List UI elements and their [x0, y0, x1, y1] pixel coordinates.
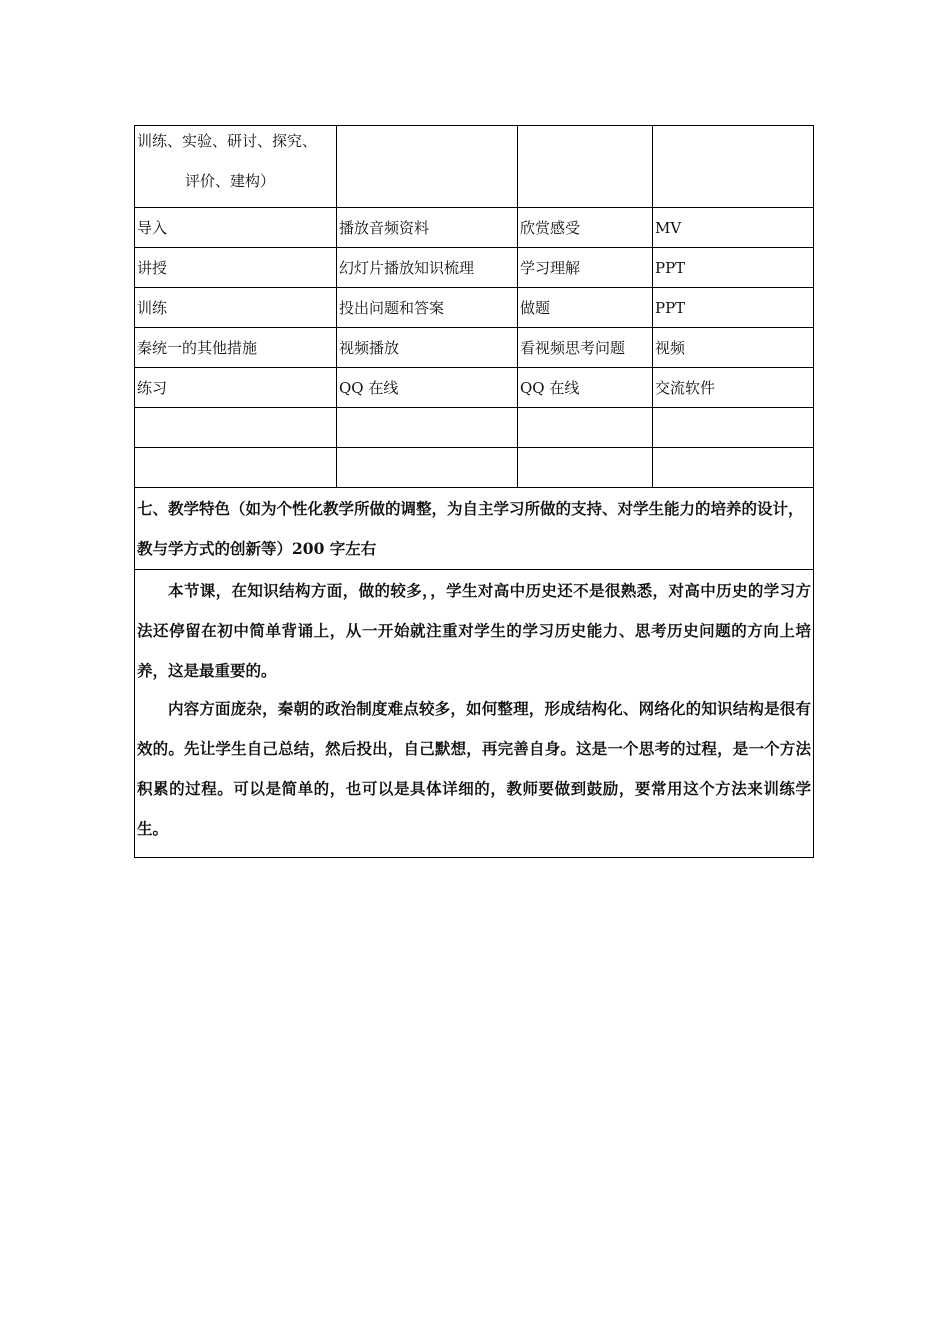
table-cell	[337, 448, 518, 488]
section-7-title: 七、教学特色（如为个性化教学所做的调整，为自主学习所做的支持、对学生能力的培养的设计，教与学方式的创新等）200 字左右	[135, 488, 814, 570]
paragraph: 本节课，在知识结构方面，做的较多，，学生对高中历史还不是很熟悉，对高中历史的学习方法还停留在初中简单背诵上，从一开始就注重对学生的学习历史能力、思考历史问题的方向上培养，这是最重要的。	[137, 581, 811, 680]
table-cell: 欣赏感受	[518, 208, 653, 248]
table-row	[135, 488, 814, 570]
table-cell	[653, 448, 814, 488]
table-cell: QQ 在线	[518, 368, 653, 408]
table-cell: 训练	[135, 288, 337, 328]
table-row	[135, 208, 814, 248]
table-cell: 幻灯片播放知识梳理	[337, 248, 518, 288]
table-row	[135, 288, 814, 328]
teaching-plan-table	[134, 125, 814, 858]
table-cell: 秦统一的其他措施	[135, 328, 337, 368]
table-row	[135, 328, 814, 368]
table-row	[135, 448, 814, 488]
table-cell: 交流软件	[653, 368, 814, 408]
table-row	[135, 248, 814, 288]
activity-type-header-cell	[135, 126, 337, 208]
table-row	[135, 368, 814, 408]
paragraph: 内容方面庞杂，秦朝的政治制度难点较多，如何整理，形成结构化、网络化的知识结构是很有效的。先让学生自己总结，然后投出，自己默想，再完善自身。这是一个思考的过程，是一个方法积累的过程。可以是简单的，也可以是具体详细的，教师要做到鼓励，要常用这个方法来训练学生。	[137, 699, 811, 838]
section-7-body	[135, 570, 814, 858]
table-cell	[653, 126, 814, 208]
table-cell: MV	[653, 208, 814, 248]
table-row	[135, 570, 814, 858]
table-row	[135, 408, 814, 448]
table-cell: PPT	[653, 288, 814, 328]
table-cell: 投出问题和答案	[337, 288, 518, 328]
table-cell: 视频	[653, 328, 814, 368]
table-cell: 播放音频资料	[337, 208, 518, 248]
table-cell	[518, 126, 653, 208]
activity-type-line2: 评价、建构）	[185, 172, 276, 190]
activity-type-line1: 训练、实验、研讨、探究、	[137, 132, 318, 150]
table-cell: 讲授	[135, 248, 337, 288]
table-cell: QQ 在线	[337, 368, 518, 408]
table-cell	[653, 408, 814, 448]
table-cell: 看视频思考问题	[518, 328, 653, 368]
table-cell	[135, 448, 337, 488]
table-cell: 导入	[135, 208, 337, 248]
table-cell: 练习	[135, 368, 337, 408]
table-cell	[518, 448, 653, 488]
table-cell: 视频播放	[337, 328, 518, 368]
table-cell: 做题	[518, 288, 653, 328]
table-cell	[337, 408, 518, 448]
table-row	[135, 126, 814, 208]
table-cell	[337, 126, 518, 208]
table-cell: 学习理解	[518, 248, 653, 288]
table-cell	[518, 408, 653, 448]
table-cell	[135, 408, 337, 448]
table-cell: PPT	[653, 248, 814, 288]
